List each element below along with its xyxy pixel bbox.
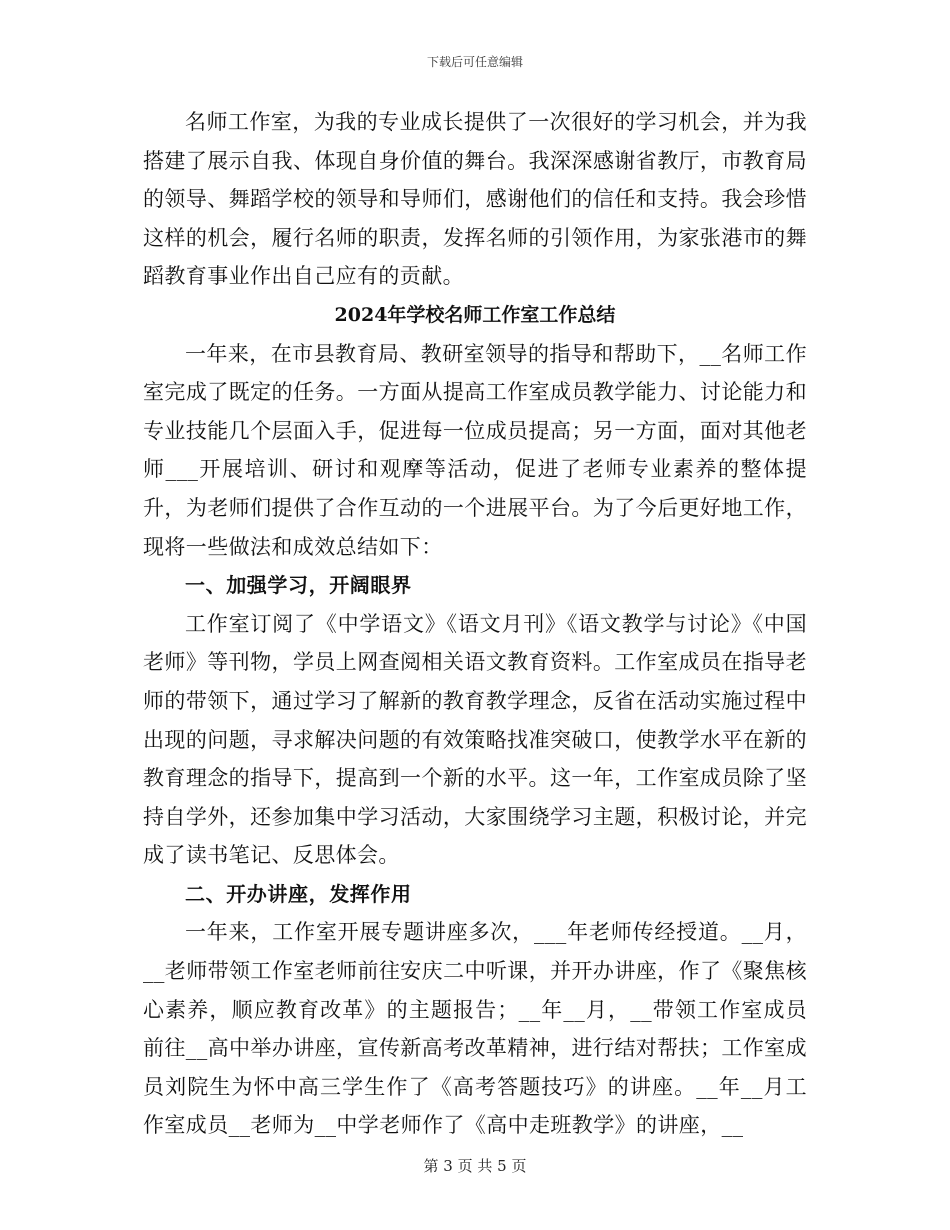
intro-paragraph: 名师工作室，为我的专业成长提供了一次很好的学习机会，并为我搭建了展示自我、体现自身价值的舞台。我深深感谢省教厅，市教育局的领导、舞蹈学校的领导和导师们，感谢他们的信任和支持。我会珍惜这样的机会，履行名师的职责，发挥名师的引领作用，为家张港市的舞蹈教育事业作出自己应有的贡献。	[143, 110, 807, 289]
page-number: 第 3 页 共 5 页	[423, 1157, 527, 1175]
section-1-paragraph: 工作室订阅了《中学语文》《语文月刊》《语文教学与讨论》《中国老师》等刊物，学员上网查阅相关语文教育资料。工作室成员在指导老师的带领下，通过学习了解新的教育教学理念，反省在活动实施过程中出现的问题，寻求解决问题的有效策略找准突破口，使教学水平在新的教育理念的指导下，提高到一个新的水平。这一年，工作室成员除了坚持自学外，还参加集中学习活动，大家围绕学习主题，积极讨论，并完成了读书笔记、反思体会。	[143, 611, 807, 868]
opening-paragraph: 一年来，在市县教育局、教研室领导的指导和帮助下，__名师工作室完成了既定的任务。一方面从提高工作室成员教学能力、讨论能力和专业技能几个层面入手，促进每一位成员提高；另一方面，面对其他老师___开展培训、研讨和观摩等活动，促进了老师专业素养的整体提升，为老师们提供了合作互动的一个进展平台。为了今后更好地工作，现将一些做法和成效总结如下：	[143, 341, 807, 559]
page-header-note: 下载后可任意编辑	[426, 55, 523, 69]
section-1-heading: 一、加强学习，开阔眼界	[185, 573, 412, 598]
document-body	[143, 103, 807, 1145]
section-2-heading: 二、开办讲座，发挥作用	[185, 881, 412, 906]
section-2-paragraph: 一年来，工作室开展专题讲座多次，___年老师传经授道。__月，__老师带领工作室老师前往安庆二中听课，并开办讲座，作了《聚焦核心素养，顺应教育改革》的主题报告；__年__月，__带领工作室成员前往__高中举办讲座，宣传新高考改革精神，进行结对帮扶；工作室成员刘院生为怀中高三学生作了《高考答题技巧》的讲座。__年__月工作室成员__老师为__中学老师作了《高中走班教学》的讲座，__	[143, 920, 807, 1138]
document-title: 2024年学校名师工作室工作总结	[334, 303, 616, 326]
